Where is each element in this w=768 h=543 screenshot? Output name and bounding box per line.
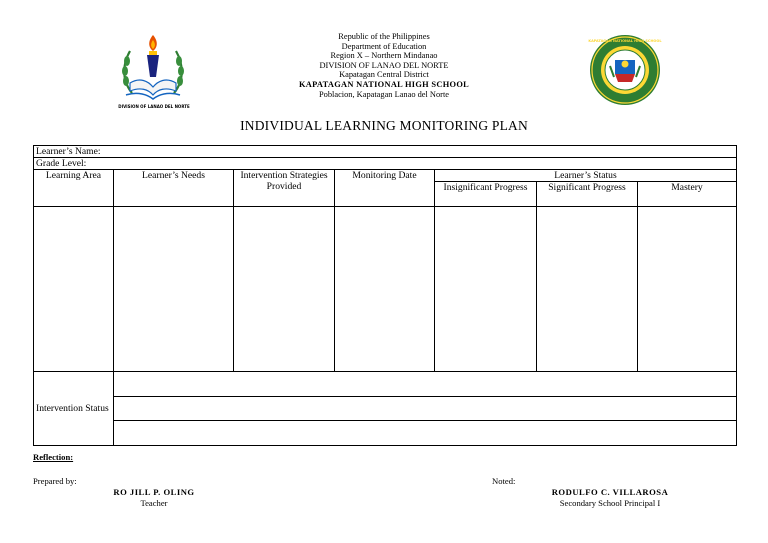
cell-significant-progress[interactable] xyxy=(537,207,638,372)
cell-learners-needs[interactable] xyxy=(114,207,234,372)
prepared-by-label: Prepared by: xyxy=(33,476,77,486)
noter-name: RODULFO C. VILLAROSA xyxy=(551,487,669,497)
letterhead-district: Kapatagan Central District xyxy=(339,70,429,80)
intervention-status-line-2[interactable] xyxy=(114,397,737,421)
reflection-label: Reflection: xyxy=(33,452,74,462)
sub-header-insignificant-progress: Insignificant Progress xyxy=(435,182,537,207)
letterhead-division: DIVISION OF LANAO DEL NORTE xyxy=(319,60,449,70)
letterhead-address: Poblacion, Kapatagan Lanao del Norte xyxy=(319,89,449,99)
letterhead-country: Republic of the Philippines xyxy=(338,32,430,41)
col-header-learners-needs: Learner’s Needs xyxy=(114,170,234,207)
cell-monitoring-date[interactable] xyxy=(335,207,435,372)
col-header-learning-area: Learning Area xyxy=(34,170,114,207)
col-header-learners-status: Learner’s Status xyxy=(435,170,737,182)
sub-header-significant-progress: Significant Progress xyxy=(537,182,638,207)
preparer-name: RO JILL P. OLING xyxy=(113,487,195,497)
letterhead-school: KAPATAGAN NATIONAL HIGH SCHOOL xyxy=(298,79,470,89)
svg-text:DIVISION OF LANAO DEL NORTE: DIVISION OF LANAO DEL NORTE xyxy=(118,104,190,109)
cell-intervention-strategies[interactable] xyxy=(234,207,335,372)
noter-role: Secondary School Principal I xyxy=(559,498,661,508)
cell-mastery[interactable] xyxy=(638,207,737,372)
intervention-status-line-3[interactable] xyxy=(114,421,737,446)
cell-learning-area[interactable] xyxy=(34,207,114,372)
cell-insignificant-progress[interactable] xyxy=(435,207,537,372)
letterhead-region: Region X – Northern Mindanao xyxy=(330,51,438,61)
col-header-intervention-strategies: Intervention Strategies Provided xyxy=(234,170,335,207)
col-header-monitoring-date: Monitoring Date xyxy=(335,170,435,207)
letterhead-department: Department of Education xyxy=(341,41,427,51)
noted-label: Noted: xyxy=(492,476,516,486)
intervention-status-line-1[interactable] xyxy=(114,372,737,397)
page-title: INDIVIDUAL LEARNING MONITORING PLAN xyxy=(240,118,528,133)
grade-level-label: Grade Level: xyxy=(36,158,87,169)
preparer-role: Teacher xyxy=(140,498,168,508)
sub-header-mastery: Mastery xyxy=(638,182,737,207)
learner-name-label: Learner’s Name: xyxy=(36,146,101,157)
grade-level-field[interactable] xyxy=(34,158,737,170)
school-seal-logo xyxy=(588,33,662,107)
intervention-status-label: Intervention Status xyxy=(34,372,114,446)
svg-text:KAPATAGAN NATIONAL HIGH SCHOOL: KAPATAGAN NATIONAL HIGH SCHOOL xyxy=(588,39,662,43)
monitoring-plan-table xyxy=(33,145,737,446)
learner-name-field[interactable] xyxy=(34,146,737,158)
